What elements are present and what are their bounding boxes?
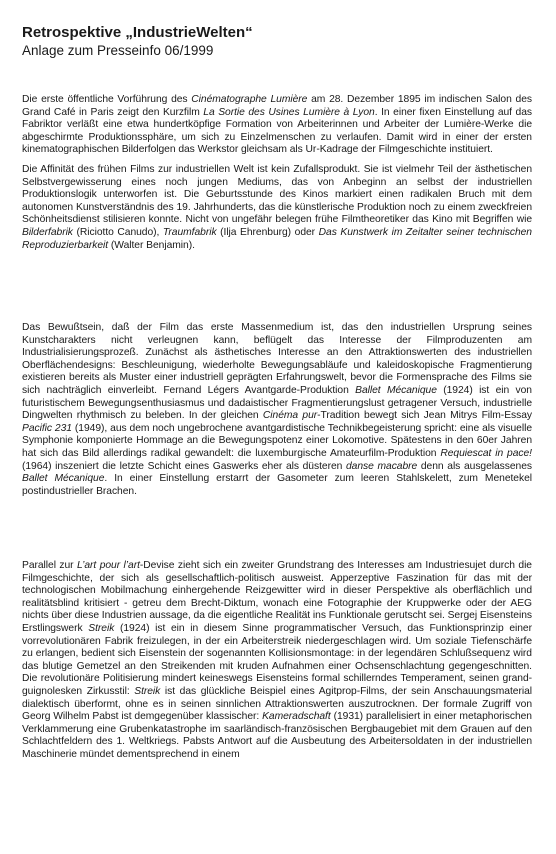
body-paragraph-3: [22, 322, 532, 498]
italic-title-text: Bilderfabrik: [22, 226, 73, 238]
italic-title-text: Ballet Mécanique: [22, 473, 105, 485]
paragraph-text: Die Affinität des frühen Films zur industriellen Welt ist kein Zufallsprodukt. Sie ist vielmehr Teil der ästhetischen Selbstvergewisserung eines noch jungen Mediums, das von Anbeginn an selbst der industriellen Produktionslogik unterworfen ist. Die Geburtsstunde des Kinos markiert einen radikalen Bruch mit dem autonomen Kunstverständnis des 19. Jahrhunderts, das die künstlerische Produktion noch zu einem zweckfreien Schönheitsdienst stilisieren konnte. Nicht von ungefähr belegen frühe Filmtheoretiker das Kino mit Begriffen wie: [22, 164, 532, 226]
italic-title-text: danse macabre: [346, 460, 418, 472]
body-paragraph-2: [22, 164, 532, 252]
paragraph-text: Das Bewußtsein, daß der Film das erste Massenmedium ist, das den industriellen Ursprung seines Kunstcharakters nicht verleugnen kann, beflügelt das Interesse der Filmproduzenten am Industrialisierungsprozeß. Zunächst als ästhetisches Interesse an den Attraktionswerten des industriellen Oberflächendesigns: Beschleunigung, wiederholte Bewegungsabläufe und kaleidoskopische Fragmentierung existieren bereits als Muster einer industriell geprägten Erfahrungswelt, bevor die Formensprache des Films sie sich nachträglich einverleibt. Fernand Légers Avantgarde-Produktion: [22, 322, 532, 396]
paragraph-text: Parallel zur: [22, 560, 78, 571]
paragraph-text: (1949), aus dem noch ungebrochene avantgardistische Technikbegeisterung spricht: eine als visuelle Symphonie komponierte Hommage an die Bewegungspotenz einer Lokomotive. Spätestens in den 60er Jahren hat sich das Bild allerdings radikal gewandelt: die luxemburgische Amateurfilm-Produktion: [22, 422, 532, 459]
body-paragraph-4: [22, 560, 532, 762]
paragraph-text: (1931) parallelisiert in einer metaphorischen Verklammerung eine Grubenkatastrophe im saarländisch-französischen Bergbaugebiet mit dem Grauen auf den Schlachtfeldern des 1. Weltkriegs. Pabsts Antwort auf die Ausbeutung des Arbeitersoldaten in der industriellen Maschinerie mündet dementsprechend in einem: [22, 711, 532, 760]
paragraph-text: Die erste öffentliche Vorführung des: [22, 94, 192, 105]
paragraph-text: . In einer fixen Einstellung auf das Fabriktor verläßt eine etwa hundertköpfige Formation von Arbeiterinnen und Arbeiter der Lumière-Werke die abgeschirmte Produktionssphäre, um sich zu Einzelmenschen zu verlaufen. Damit wird in einer der ersten kinematographischen Bilderfolgen das Werkstor gleichsam als Ur-Kadrage der Filmgeschichte instituiert.: [22, 106, 532, 156]
italic-title-text: Streik: [134, 685, 161, 697]
paragraph-text: (Walter Benjamin).: [108, 239, 195, 251]
body-paragraph-1: [22, 94, 532, 157]
italic-title-text: Requiescat in pace!: [440, 447, 532, 459]
italic-title-text: Pacific 231: [22, 422, 72, 434]
italic-title-text: Cinéma pur: [262, 410, 318, 422]
document-subtitle: Anlage zum Presseinfo 06/1999: [22, 43, 214, 58]
paragraph-text: (1964) inszeniert die letzte Schicht eines Gaswerks eher als düsteren: [22, 460, 346, 472]
paragraph-text: am 28. Dezember 1895 im indischen Salon des Grand Café in Paris zeigt den Kurzfilm: [22, 94, 532, 118]
italic-title-text: Ballet Mécanique: [355, 384, 437, 396]
italic-title-text: Cinématographe Lumière: [191, 94, 308, 105]
italic-title-text: L’art pour l’art: [77, 560, 140, 571]
paragraph-text: (1924) ist ein von futuristischem Bewegungsenthusiasmus und dadaistischer Fragmentierungslust getragener Versuch, industrielle Dingwelten rhythmisch zu beleben. In der gleichen: [22, 384, 532, 422]
italic-title-text: Traumfabrik: [162, 226, 217, 238]
document-header: [22, 24, 253, 59]
italic-title-text: Das Kunstwerk im Zeitalter seiner technischen Reproduzierbarkeit: [22, 226, 532, 251]
paragraph-text: -Devise zieht sich ein zweiter Grundstrang des Interesses am Industriesujet durch die Filmgeschichte, der sich als gesellschaftlich-politisch ausweist. Apperzeptive Faszination für das mit der technologischen Mobilmachung einhergehende Reizgewitter wird in dieser Perspektive als oberflächlich und realitätsblind kritisiert - getreu dem Brecht-Diktum, wonach eine Fotographie der Kruppwerke oder der AEG nichts über diese Industrien aussage, da die eigentliche Realität ins Funktionale gerutscht sei. Sergej Eisensteins Erstlingswerk: [22, 560, 532, 634]
paragraph-text: . In einer Einstellung erstarrt der Gasometer zum leeren Stahlskelett, zum Menetekel postindustrieller Brachen.: [22, 473, 532, 497]
paragraph-text: ist das glückliche Beispiel eines Agitprop-Films, der sein Anschauungsmaterial dialektisch überformt, ohne es in seinen sinnlichen Attraktionswerten auszutrocknen. Der formale Zugriff von Georg Wilhelm Pabst ist demgegenüber klassischer:: [22, 685, 532, 723]
paragraph-text: denn als ausgelassenes: [417, 460, 533, 472]
paragraph-text: (1924) ist ein in diesem Sinne programmatischer Versuch, das Funktionsprinzip einer vorrevolutionären Fabrik freizulegen, in der ein Arbeiterstreik niedergeschlagen wird. Um soziale Tiefenschärfe zu erlangen, bedient sich Eisenstein der sogenannten Kollisionsmontage: in der legendären Schlußsequenz wird das blutige Gemetzel an den Streikenden mit kruden Aufnahmen einer Ochsenschlachtung gegengeschnitten. Die revolutionäre Politisierung mindert keineswegs Eisensteins formal schillerndes Temperament, seinen grand-guignolesken Zirkusstil:: [22, 622, 532, 697]
document-title: Retrospektive „IndustrieWelten“: [22, 24, 253, 41]
paragraph-text: -Tradition bewegt sich Jean Mitrys Film-Essay: [317, 410, 532, 422]
paragraph-text: (Riciotto Canudo),: [72, 226, 163, 238]
paragraph-text: (Ilja Ehrenburg) oder: [216, 226, 319, 238]
italic-title-text: Streik: [88, 622, 115, 634]
italic-title-text: Kameradschaft: [262, 711, 331, 723]
italic-title-text: La Sortie des Usines Lumière à Lyon: [203, 106, 375, 118]
